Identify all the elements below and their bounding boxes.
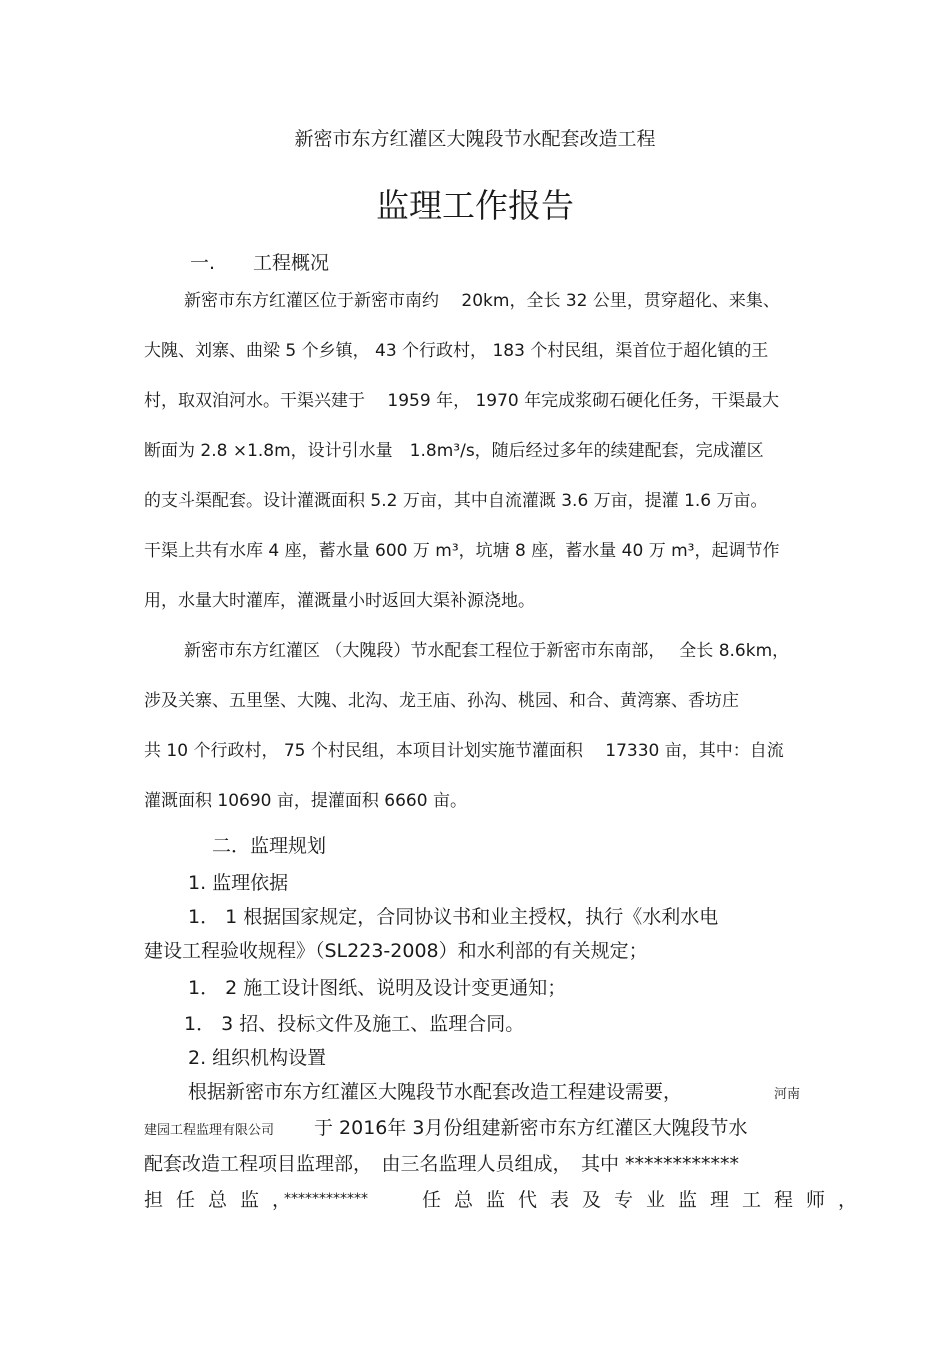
paragraph-1-line: 用，水量大时灌库，灌溉量小时返回大渠补源浇地。: [144, 591, 535, 611]
org-paragraph-line: 任总监代表及专业监理工程师，: [422, 1189, 871, 1211]
paragraph-1-line: 村，取双洎河水。干渠兴建于 1959 年， 1970 年完成浆砌石硬化任务，干渠最大: [144, 391, 780, 411]
org-paragraph-line: 根据新密市东方红灌区大隗段节水配套改造工程建设需要，: [188, 1081, 683, 1103]
paragraph-1-line: 干渠上共有水库 4 座，蓄水量 600 万 m³，坑塘 8 座，蓄水量 40 万 m³，起调节作: [144, 541, 780, 561]
paragraph-2-line: 涉及关寨、五里堡、大隗、北沟、龙王庙、孙沟、桃园、和合、黄湾寨、香坊庄: [144, 691, 739, 711]
org-company-name: 建园工程监理有限公司: [144, 1123, 275, 1138]
section-2-heading: 二．监理规划: [212, 835, 327, 857]
subsection-1-heading: 1. 监理依据: [188, 872, 289, 894]
subsection-2-heading: 2. 组织机构设置: [188, 1047, 327, 1069]
paragraph-1-line: 大隗、刘寨、曲梁 5 个乡镇， 43 个行政村， 183 个村民组，渠首位于超化镇的王: [144, 341, 769, 361]
paragraph-2-line: 共 10 个行政村， 75 个村民组，本项目计划实施节灌面积 17330 亩，其中：自流: [144, 741, 784, 761]
document-subtitle: 新密市东方红灌区大隗段节水配套改造工程: [294, 128, 656, 150]
org-paragraph-line: 担任总监，: [144, 1189, 305, 1211]
paragraph-2-line: 新密市东方红灌区 （大隗段）节水配套工程位于新密市东南部， 全长 8.6km，: [184, 641, 790, 661]
list-item-1-1-continued: 建设工程验收规程》（SL223-2008）和水利部的有关规定；: [144, 940, 648, 962]
list-item-1-2: 1． 2 施工设计图纸、说明及设计变更通知；: [188, 977, 567, 999]
paragraph-2-line: 灌溉面积 10690 亩，提灌面积 6660 亩。: [144, 791, 467, 811]
section-1-heading: 一. 工程概况: [190, 252, 330, 274]
list-item-1-3: 1． 3 招、投标文件及施工、监理合同。: [184, 1013, 525, 1035]
paragraph-1-line: 新密市东方红灌区位于新密市南约 20km，全长 32 公里，贯穿超化、来集、: [184, 291, 780, 311]
masked-name: ************: [284, 1191, 368, 1207]
paragraph-1-line: 断面为 2.8 ×1.8m，设计引水量 1.8m³/s，随后经过多年的续建配套，完成灌区: [144, 441, 764, 461]
document-title: 监理工作报告: [376, 186, 574, 225]
org-company-name: 河南: [774, 1087, 801, 1102]
paragraph-1-line: 的支斗渠配套。设计灌溉面积 5.2 万亩，其中自流灌溉 3.6 万亩，提灌 1.6 万亩。: [144, 491, 768, 511]
org-paragraph-line: 于 2016年 3月份组建新密市东方红灌区大隗段节水: [314, 1117, 748, 1139]
list-item-1-1: 1． 1 根据国家规定，合同协议书和业主授权，执行《水利水电: [188, 906, 719, 928]
org-paragraph-line: 配套改造工程项目监理部， 由三名监理人员组成， 其中 ************: [144, 1153, 740, 1175]
